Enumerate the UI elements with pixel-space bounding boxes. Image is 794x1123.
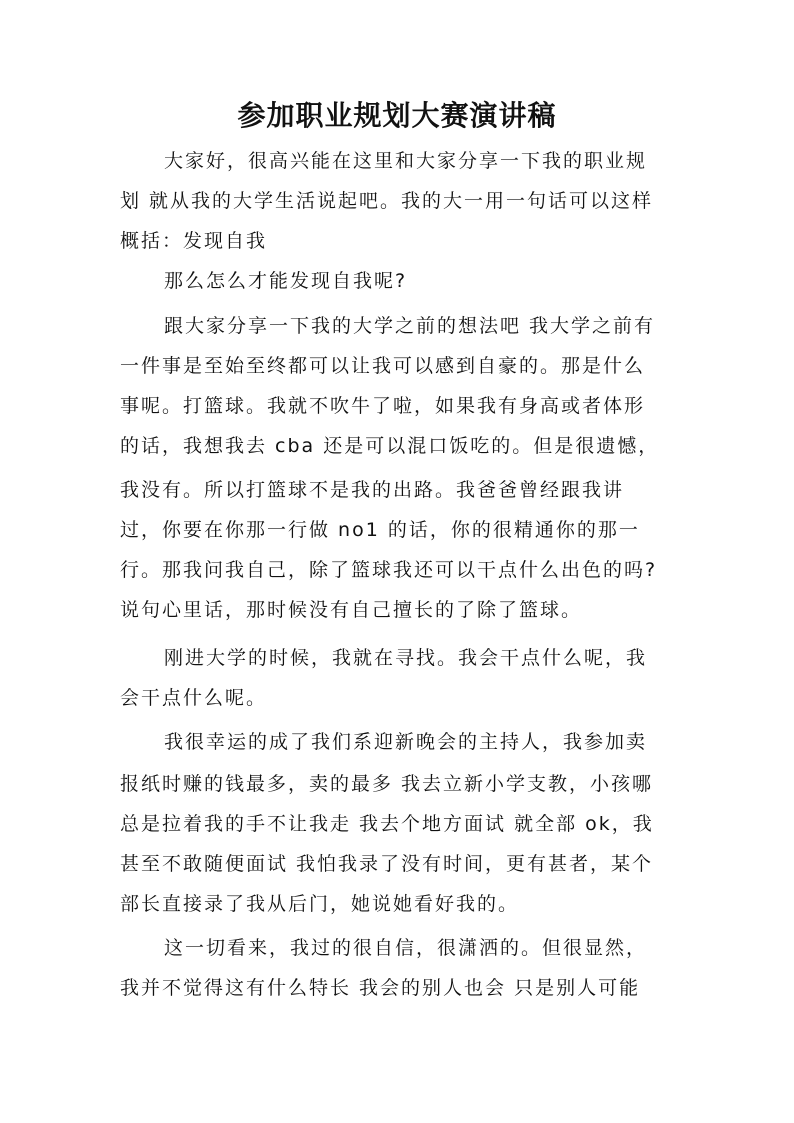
paragraph-line: 说句心里话，那时候没有自己擅长的了除了篮球。	[120, 599, 583, 621]
paragraph-line: 我没有。所以打篮球不是我的出路。我爸爸曾经跟我讲	[120, 479, 625, 501]
paragraph-line: 过，你要在你那一行做 no1 的话，你的很精通你的那一	[120, 519, 640, 541]
paragraph-line: 那么怎么才能发现自我呢?	[164, 270, 408, 292]
paragraph-line: 这一切看来，我过的很自信，很潇洒的。但很显然，	[164, 937, 648, 959]
paragraph-line: 甚至不敢随便面试 我怕我录了没有时间，更有甚者，某个	[120, 853, 654, 875]
paragraph-line: 我很幸运的成了我们系迎新晚会的主持人，我参加卖	[164, 731, 648, 753]
document-title: 参加职业规划大赛演讲稿	[237, 99, 557, 132]
paragraph-line: 一件事是至始至终都可以让我可以感到自豪的。那是什么	[120, 355, 646, 377]
paragraph-line: 部长直接录了我从后门，她说她看好我的。	[120, 893, 520, 915]
paragraph-line: 我并不觉得这有什么特长 我会的别人也会 只是别人可能	[120, 977, 641, 999]
paragraph-line: 大家好，很高兴能在这里和大家分享一下我的职业规	[164, 150, 648, 172]
paragraph-line: 报纸时赚的钱最多，卖的最多 我去立新小学支教，小孩哪	[120, 773, 654, 795]
paragraph-line: 跟大家分享一下我的大学之前的想法吧 我大学之前有	[164, 315, 656, 337]
paragraph-line: 会干点什么呢。	[120, 687, 268, 709]
paragraph-line: 概括：发现自我	[120, 230, 268, 252]
paragraph-line: 的话，我想我去 cba 还是可以混口饭吃的。但是很遗憾，	[120, 435, 660, 457]
paragraph-line: 行。那我问我自己，除了篮球我还可以干点什么出色的吗?	[120, 559, 658, 581]
paragraph-line: 总是拉着我的手不让我走 我去个地方面试 就全部 ok，我	[120, 813, 654, 835]
paragraph-line: 事呢。打篮球。我就不吹牛了啦，如果我有身高或者体形	[120, 395, 646, 417]
paragraph-line: 划 就从我的大学生活说起吧。我的大一用一句话可以这样	[120, 190, 654, 212]
paragraph-line: 刚进大学的时候，我就在寻找。我会干点什么呢，我	[164, 647, 648, 669]
